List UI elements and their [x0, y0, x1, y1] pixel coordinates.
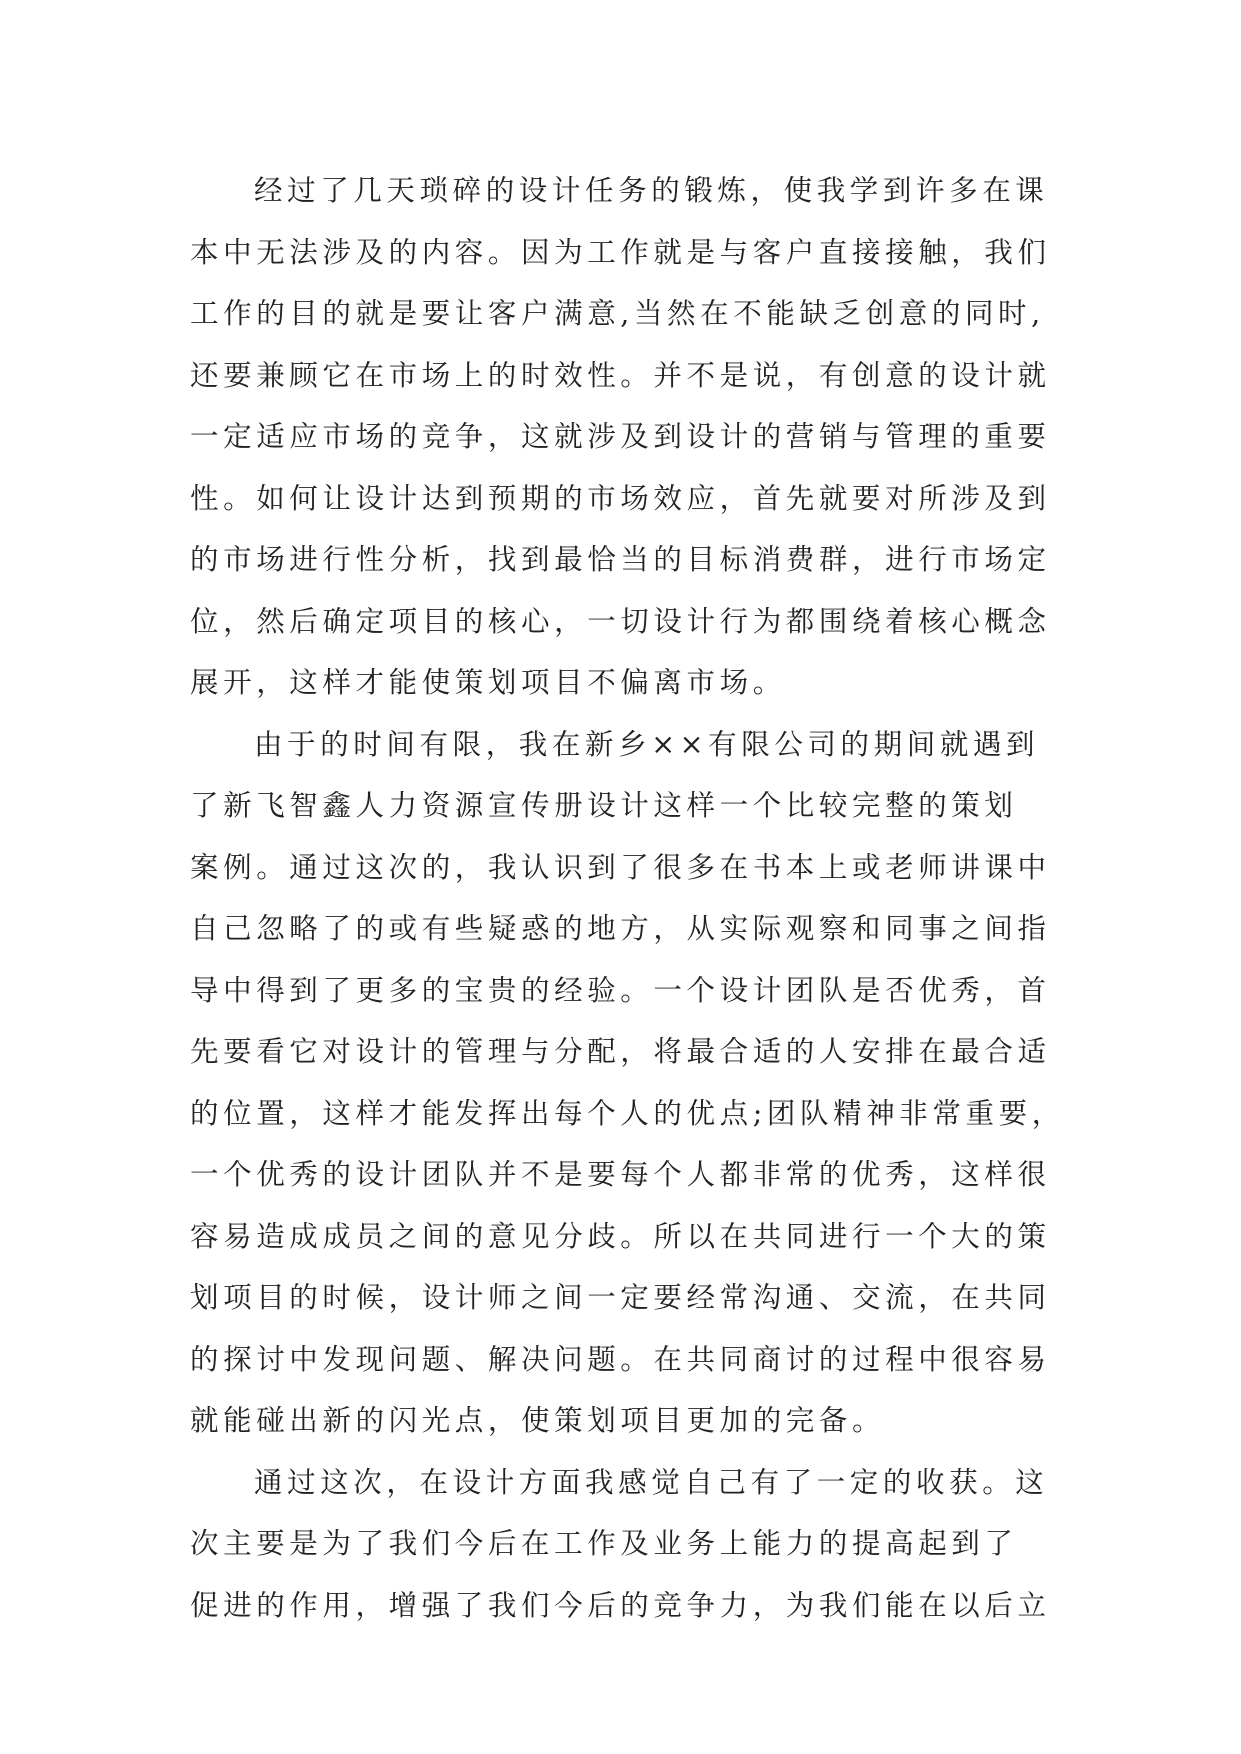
- text-line: 划项目的时候，设计师之间一定要经常沟通、交流，在共同: [190, 1281, 1051, 1314]
- text-line: 一定适应市场的竞争，这就涉及到设计的营销与管理的重要: [190, 420, 1051, 453]
- text-line: 的市场进行性分析，找到最恰当的目标消费群，进行市场定: [190, 543, 1051, 576]
- body-text: [190, 160, 1070, 1636]
- text-line: 的位置，这样才能发挥出每个人的优点;团队精神非常重要，: [190, 1096, 1065, 1130]
- text-line: 通过这次，在设计方面我感觉自己有了一定的收获。这: [254, 1465, 1049, 1499]
- text-line: 展开，这样才能使策划项目不偏离市场。: [190, 666, 786, 699]
- text-line: 性。如何让设计达到预期的市场效应，首先就要对所涉及到: [190, 481, 1051, 515]
- text-line: 案例。通过这次的，我认识到了很多在书本上或老师讲课中: [190, 850, 1051, 884]
- text-line: 先要看它对设计的管理与分配，将最合适的人安排在最合适: [190, 1035, 1051, 1068]
- text-line: 导中得到了更多的宝贵的经验。一个设计团队是否优秀，首: [190, 973, 1051, 1007]
- text-line: 促进的作用，增强了我们今后的竞争力，为我们能在以后立: [190, 1588, 1051, 1622]
- text-line: 的探讨中发现问题、解决问题。在共同商讨的过程中很容易: [190, 1342, 1051, 1376]
- text-line: 一个优秀的设计团队并不是要每个人都非常的优秀，这样很: [190, 1158, 1051, 1191]
- text-line: 由于的时间有限，我在新乡××有限公司的期间就遇到: [254, 727, 1040, 761]
- text-line: 还要兼顾它在市场上的时效性。并不是说，有创意的设计就: [190, 358, 1051, 392]
- text-line: 自己忽略了的或有些疑惑的地方，从实际观察和同事之间指: [190, 912, 1051, 945]
- text-line: 次主要是为了我们今后在工作及业务上能力的提高起到了: [190, 1527, 1018, 1560]
- text-line: 了新飞智鑫人力资源宣传册设计这样一个比较完整的策划: [190, 789, 1018, 822]
- text-line: 位，然后确定项目的核心，一切设计行为都围绕着核心概念: [190, 604, 1051, 638]
- text-line: 本中无法涉及的内容。因为工作就是与客户直接接触，我们: [190, 235, 1051, 269]
- text-line: 容易造成成员之间的意见分歧。所以在共同进行一个大的策: [190, 1219, 1051, 1253]
- text-line: 就能碰出新的闪光点，使策划项目更加的完备。: [190, 1404, 886, 1437]
- text-line: 工作的目的就是要让客户满意,当然在不能缺乏创意的同时,: [190, 297, 1045, 330]
- text-line: 经过了几天琐碎的设计任务的锻炼，使我学到许多在课: [254, 174, 1049, 207]
